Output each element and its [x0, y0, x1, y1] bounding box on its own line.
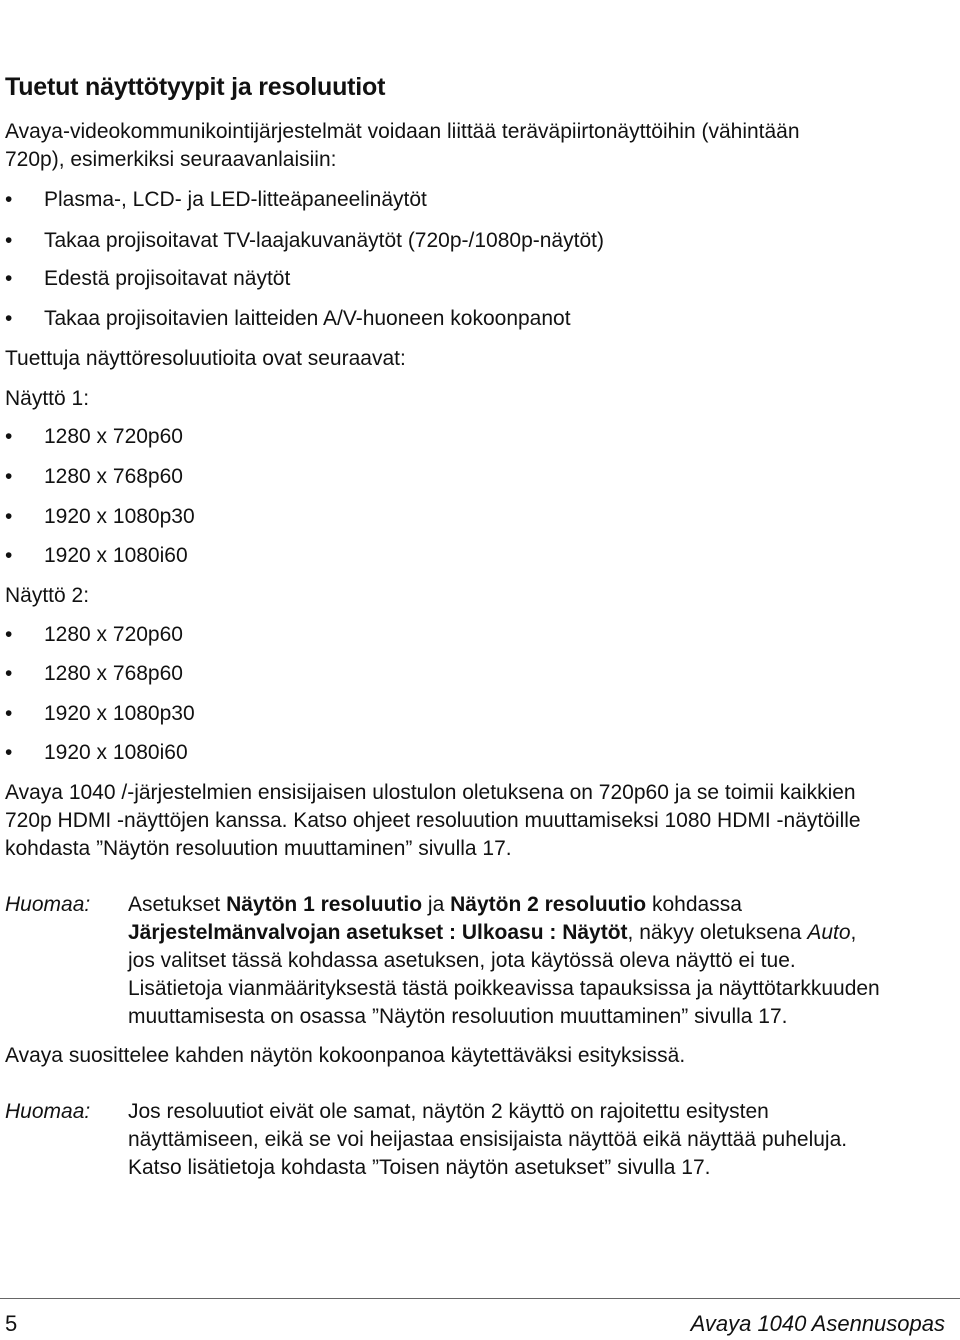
- list-item-text: Edestä projisoitavat näytöt: [44, 267, 291, 290]
- resolution-text: 1920 x 1080p30: [44, 702, 195, 725]
- note-text: jos valitset tässä kohdassa asetuksen, jota käytössä oleva näyttö ei tue.: [128, 949, 796, 972]
- resolution-text: 1280 x 720p60: [44, 425, 183, 448]
- default-para-line-1: Avaya 1040 /-järjestelmien ensisijaisen ulostulon oletuksena on 720p60 ja se toimii kaikkien: [5, 781, 856, 804]
- footer-divider: [0, 1298, 960, 1299]
- resolution-text: 1280 x 768p60: [44, 465, 183, 488]
- note-label: Huomaa:: [5, 1100, 91, 1123]
- note-text: Katso lisätietoja kohdasta ”Toisen näytön asetukset” sivulla 17.: [128, 1156, 711, 1179]
- bullet: •: [5, 229, 13, 252]
- section-heading: Tuetut näyttötyypit ja resoluutiot: [5, 73, 386, 101]
- note-text: näyttämiseen, eikä se voi heijastaa ensisijaista näyttöä eikä näyttää puheluja.: [128, 1128, 848, 1151]
- bullet: •: [5, 702, 13, 725]
- bullet: •: [5, 623, 13, 646]
- default-value: Auto: [807, 921, 851, 944]
- note-text: Asetukset: [128, 893, 227, 916]
- note-text: muuttamisesta on osassa ”Näytön resoluution muuttaminen” sivulla 17.: [128, 1005, 788, 1028]
- display-2-label: Näyttö 2:: [5, 584, 90, 607]
- intro-line-2: 720p), esimerkiksi seuraavanlaisiin:: [5, 148, 337, 171]
- intro-line-1: Avaya-videokommunikointijärjestelmät voidaan liittää teräväpiirtonäyttöihin (vähintään: [5, 120, 800, 143]
- page-number: 5: [5, 1311, 18, 1336]
- bullet: •: [5, 425, 13, 448]
- note-text: ,: [850, 921, 857, 944]
- bullet: •: [5, 505, 13, 528]
- note-label: Huomaa:: [5, 893, 91, 916]
- bullet: •: [5, 188, 13, 211]
- bullet: •: [5, 544, 13, 567]
- document-title: Avaya 1040 Asennusopas: [690, 1311, 945, 1336]
- note-body: [128, 891, 948, 1031]
- menu-path: Järjestelmänvalvojan asetukset : Ulkoasu : Näytöt: [128, 921, 628, 944]
- default-para-line-2: 720p HDMI -näyttöjen kanssa. Katso ohjeet resoluution muuttamiseksi 1080 HDMI -näytöille: [5, 809, 861, 832]
- list-item-text: Takaa projisoitavat TV-laajakuvanäytöt (720p-/1080p-näytöt): [44, 229, 604, 252]
- resolution-text: 1280 x 720p60: [44, 623, 183, 646]
- note-text: Lisätietoja vianmäärityksestä tästä poikkeavissa tapauksissa ja näyttötarkkuuden: [128, 977, 880, 1000]
- recommendation: Avaya suosittelee kahden näytön kokoonpanoa käytettäväksi esityksissä.: [5, 1044, 686, 1067]
- resolution-text: 1920 x 1080i60: [44, 741, 188, 764]
- note-body: [128, 1098, 948, 1182]
- resolution-text: 1920 x 1080i60: [44, 544, 188, 567]
- list-item-text: Plasma-, LCD- ja LED-litteäpaneelinäytöt: [44, 188, 427, 211]
- default-para-line-3: kohdasta ”Näytön resoluution muuttaminen” sivulla 17.: [5, 837, 512, 860]
- bullet: •: [5, 741, 13, 764]
- setting-name: Näytön 1 resoluutio: [226, 893, 423, 916]
- note-text: kohdassa: [646, 893, 742, 916]
- note-text: , näkyy oletuksena: [627, 921, 808, 944]
- bullet: •: [5, 465, 13, 488]
- resolution-text: 1920 x 1080p30: [44, 505, 195, 528]
- bullet: •: [5, 307, 13, 330]
- supported-intro: Tuettuja näyttöresoluutioita ovat seuraavat:: [5, 347, 406, 370]
- setting-name: Näytön 2 resoluutio: [450, 893, 647, 916]
- note-text: Jos resoluutiot eivät ole samat, näytön 2 käyttö on rajoitettu esitysten: [128, 1100, 769, 1123]
- display-1-label: Näyttö 1:: [5, 387, 90, 410]
- note-text: ja: [422, 893, 451, 916]
- resolution-text: 1280 x 768p60: [44, 662, 183, 685]
- bullet: •: [5, 662, 13, 685]
- bullet: •: [5, 267, 13, 290]
- list-item-text: Takaa projisoitavien laitteiden A/V-huoneen kokoonpanot: [44, 307, 571, 330]
